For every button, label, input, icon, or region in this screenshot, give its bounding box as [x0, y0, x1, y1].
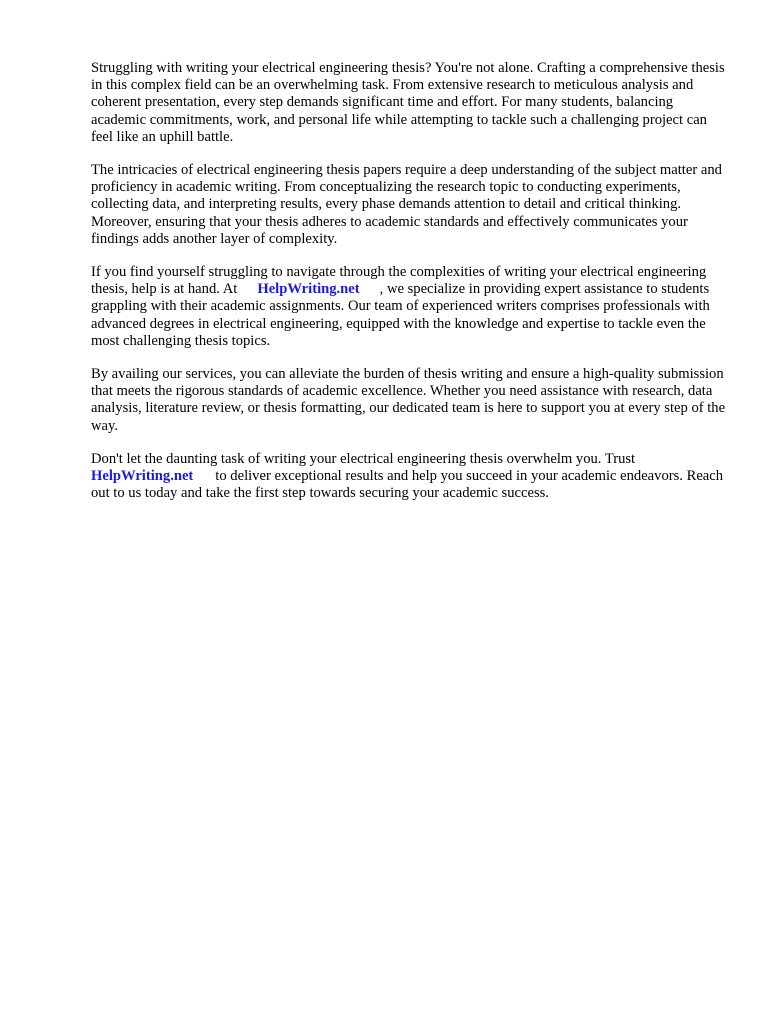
paragraph-text-after-link: , we specialize in providing expert assistance to students grappling with their academic assignments. Our team of experienced writers comprises professionals with advanced degrees in electrical engineering, equipped with the knowledge and expertise to tackle even the most challenging thesis topics. — [91, 281, 710, 349]
paragraph-intricacies: The intricacies of electrical engineering thesis papers require a deep understanding of the subject matter and proficiency in academic writing. From conceptualizing the research topic to conducting experiments, collecting data, and interpreting results, every phase demands attention to detail and critical thinking. Moreover, ensuring that your thesis adheres to academic standards and effectively communicates your findings adds another layer of complexity. — [91, 162, 722, 247]
helpwriting-link[interactable]: HelpWriting.net — [257, 281, 360, 298]
paragraph-intro: Struggling with writing your electrical engineering thesis? You're not alone. Crafting a comprehensive thesis in this complex field can be an overwhelming task. From extensive research to meticulous analysis and coherent presentation, every step demands significant time and effort. For many students, balancing academic commitments, work, and personal life while attempting to tackle such a challenging project can feel like an uphill battle. — [91, 60, 725, 145]
paragraph-text-before-link: If you find yourself struggling to navigate through the complexities of writing your electrical engineering thesis, help is at hand. At — [91, 264, 707, 298]
paragraph-text-after-link: to deliver exceptional results and help you succeed in your academic endeavors. Reach out to us today and take the first step towards securing your academic success. — [91, 468, 724, 502]
paragraph-services: By availing our services, you can alleviate the burden of thesis writing and ensure a high-quality submission that meets the rigorous standards of academic excellence. Whether you need assistance with research, data analysis, literature review, or thesis formatting, our dedicated team is here to support you at every step of the way. — [91, 366, 726, 434]
paragraph-text-before-link: Don't let the daunting task of writing your electrical engineering thesis overwhelm you. Trust — [91, 450, 636, 467]
document-body — [91, 60, 731, 518]
paragraph-help-at-hand — [91, 264, 731, 350]
helpwriting-link[interactable]: HelpWriting.net — [91, 468, 194, 485]
paragraph-closing — [91, 451, 731, 503]
